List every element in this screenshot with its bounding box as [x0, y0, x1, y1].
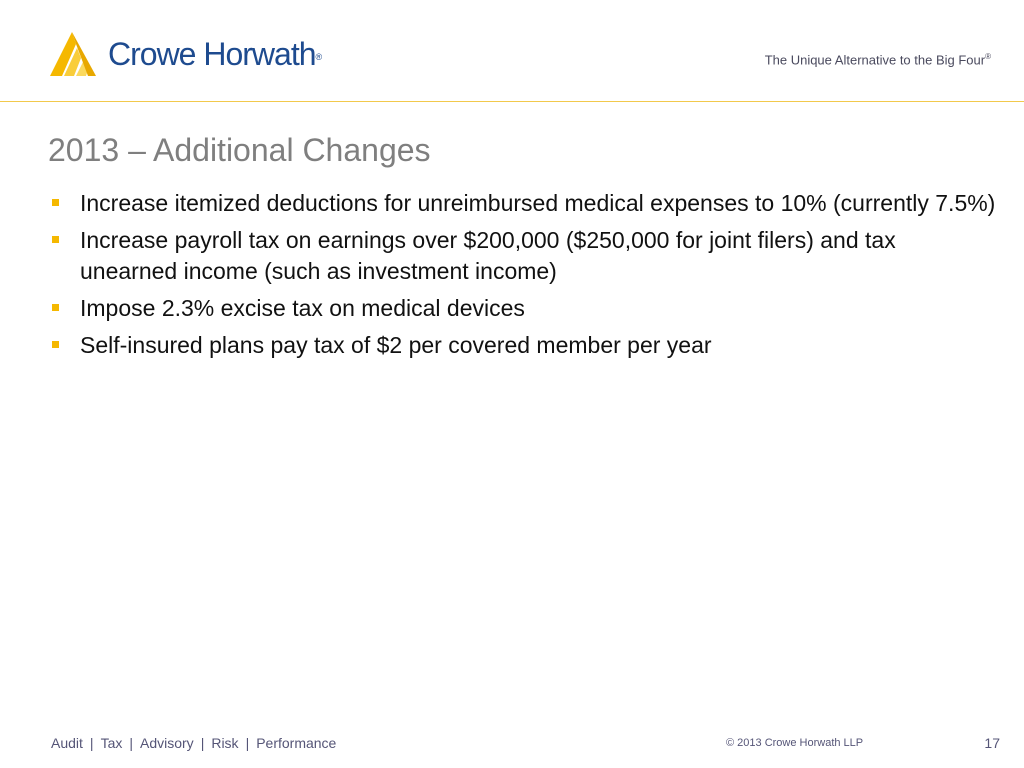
copyright-notice: © 2013 Crowe Horwath LLP: [726, 737, 864, 749]
footer-item-performance: Performance: [256, 735, 337, 751]
bullet-item: [48, 188, 998, 219]
footer-separator: |: [245, 735, 250, 751]
bullet-text: Increase payroll tax on earnings over $200,000 ($250,000 for joint filers) and tax unearned income (such as investment income): [80, 227, 896, 284]
bullet-item: [48, 330, 998, 361]
bullet-text: Self-insured plans pay tax of $2 per covered member per year: [80, 332, 712, 358]
logo-registered-mark: ®: [315, 52, 323, 62]
bullet-list: [48, 188, 998, 367]
footer-separator: |: [200, 735, 205, 751]
tagline-registered-mark: ®: [985, 52, 991, 61]
footer-item-advisory: Advisory: [140, 735, 194, 751]
footer-item-risk: Risk: [211, 735, 239, 751]
page-number: 17: [984, 735, 1000, 751]
footer-item-audit: Audit: [51, 735, 83, 751]
bullet-text: Increase itemized deductions for unreimbursed medical expenses to 10% (currently 7.5%): [80, 190, 996, 216]
slide-title: 2013 – Additional Changes: [48, 132, 431, 168]
bullet-square-icon: [52, 236, 59, 243]
bullet-square-icon: [52, 341, 59, 348]
footer-separator: |: [89, 735, 94, 751]
tagline: The Unique Alternative to the Big Four®: [764, 52, 991, 68]
bullet-square-icon: [52, 199, 59, 206]
header-divider: [0, 101, 1024, 102]
bullet-item: [48, 293, 998, 324]
logo-wordmark: Crowe Horwath®: [108, 36, 323, 72]
bullet-item: [48, 225, 998, 287]
company-logo: [48, 30, 323, 80]
footer-service-lines: [51, 735, 336, 751]
footer-separator: |: [129, 735, 133, 751]
footer-item-tax: Tax: [100, 735, 123, 751]
bullet-text: Impose 2.3% excise tax on medical devices: [80, 295, 525, 321]
crowe-horwath-flame-icon: [48, 30, 98, 78]
bullet-square-icon: [52, 304, 59, 311]
